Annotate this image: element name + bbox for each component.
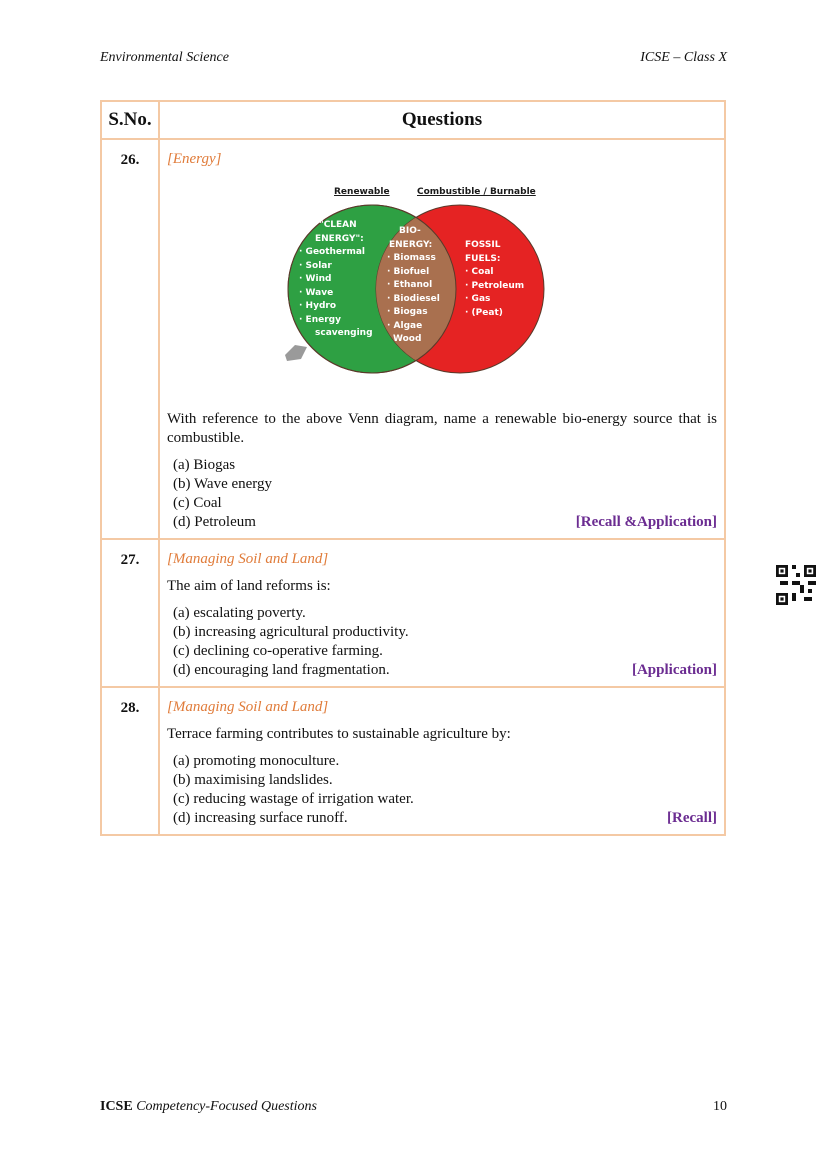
question-topic: [Managing Soil and Land] [167, 699, 329, 715]
col-header-sno: S.No. [101, 101, 159, 139]
venn-left-text: "CLEAN ENERGY": · Geothermal · Solar · Wind · Wave · Hydro · Energy scavenging [299, 220, 373, 338]
venn-right-text: FOSSIL FUELS: · Coal · Petroleum · Gas · (Peat) [465, 240, 525, 318]
header-class: ICSE – Class X [640, 50, 727, 65]
questions-table [100, 100, 726, 836]
option-c: (c) declining co-operative farming. [173, 643, 383, 659]
page-number: 10 [713, 1099, 727, 1114]
venn-diagram [277, 177, 547, 392]
question-number: 27. [101, 539, 159, 687]
question-stem: Terrace farming contributes to sustainable agriculture by: [167, 726, 511, 742]
question-stem: The aim of land reforms is: [167, 578, 331, 594]
option-b: (b) Wave energy [173, 476, 273, 492]
table-header-row [101, 101, 725, 139]
qr-code-icon [776, 565, 816, 605]
option-d: (d) encouraging land fragmentation. [Application] [173, 662, 717, 678]
skill-tag: [Recall] [667, 810, 717, 826]
option-a: (a) escalating poverty. [173, 605, 306, 621]
table-row [101, 539, 725, 687]
options-list [173, 752, 717, 828]
footer-title: ICSE Competency-Focused Questions [100, 1099, 317, 1114]
question-topic: [Energy] [167, 151, 222, 167]
question-number: 28. [101, 687, 159, 835]
skill-tag: [Recall &Application] [575, 514, 717, 530]
option-c: (c) Coal [173, 495, 222, 511]
table-row [101, 139, 725, 539]
option-b: (b) maximising landslides. [173, 772, 333, 788]
option-a: (a) promoting monoculture. [173, 753, 340, 769]
col-header-questions: Questions [159, 101, 725, 139]
option-a: (a) Biogas [173, 457, 236, 473]
table-row [101, 687, 725, 835]
option-d: (d) increasing surface runoff. [Recall] [173, 810, 717, 826]
question-cell [159, 139, 725, 539]
options-list [173, 456, 717, 532]
question-topic: [Managing Soil and Land] [167, 551, 329, 567]
question-stem: With reference to the above Venn diagram, name a renewable bio-energy source that is combustible. [167, 411, 717, 446]
options-list [173, 604, 717, 680]
question-cell [159, 687, 725, 835]
question-cell [159, 539, 725, 687]
venn-title-combustible: Combustible / Burnable [417, 187, 536, 197]
option-b: (b) increasing agricultural productivity. [173, 624, 409, 640]
header-subject: Environmental Science [100, 50, 229, 65]
logo-icon [285, 345, 307, 361]
question-number: 26. [101, 139, 159, 539]
venn-middle-text: BIO- ENERGY: · Biomass · Biofuel · Ethanol · Biodiesel · Biogas · Algae Wood [387, 226, 440, 344]
skill-tag: [Application] [631, 662, 717, 678]
option-c: (c) reducing wastage of irrigation water. [173, 791, 414, 807]
venn-title-renewable: Renewable [334, 187, 390, 197]
option-d: (d) Petroleum [Recall &Application] [173, 514, 717, 530]
